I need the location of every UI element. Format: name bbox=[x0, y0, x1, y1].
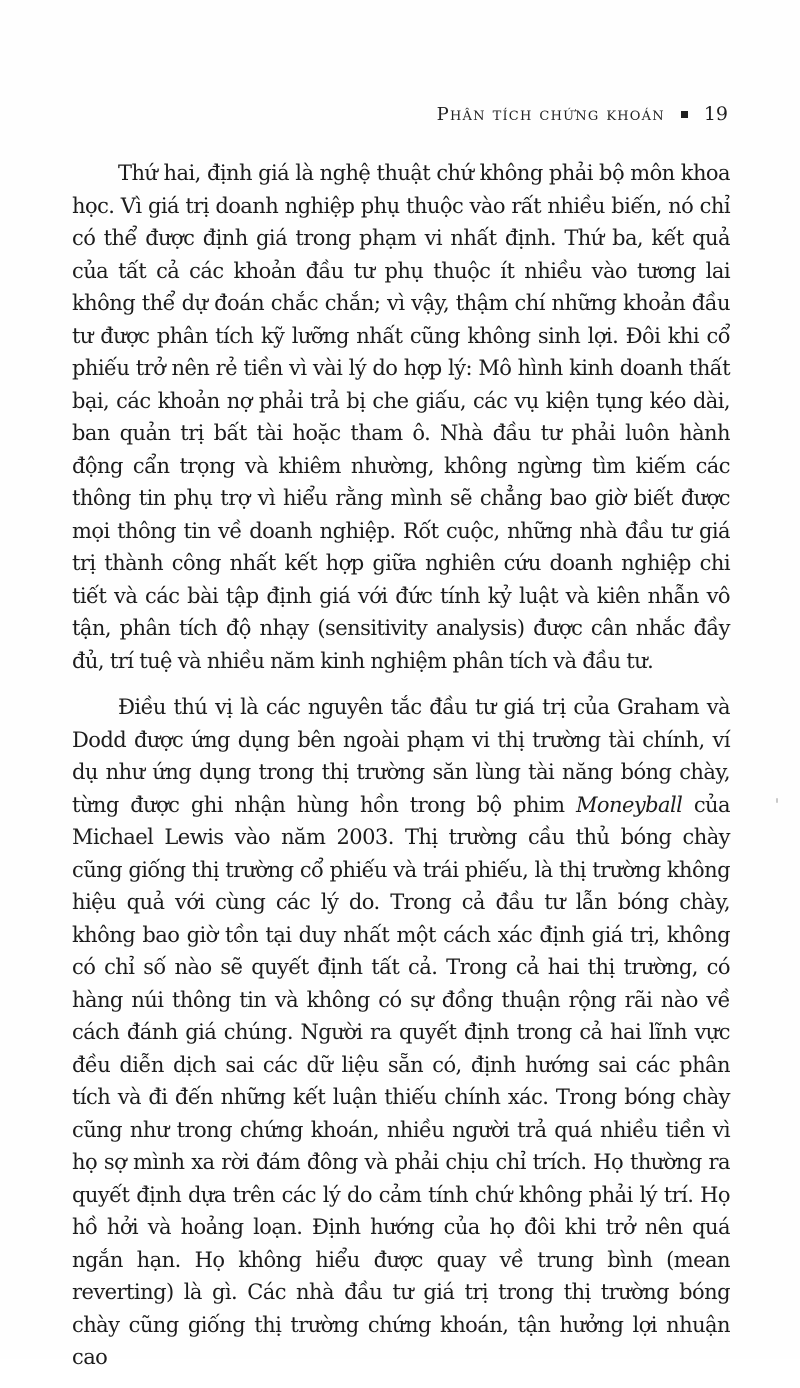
separator-square-icon bbox=[681, 111, 688, 118]
body-text bbox=[72, 157, 730, 1388]
paragraph-2 bbox=[72, 691, 730, 1374]
paragraph-1-text: Thứ hai, định giá là nghệ thuật chứ không phải bộ môn khoa học. Vì giá trị doanh nghiệp phụ thuộc vào rất nhiều biến, nó chỉ có thể được định giá trong phạm vi nhất định. Thứ ba, kết quả của tất cả các khoản đầu tư phụ thuộc ít nhiều vào tương lai không thể dự đoán chắc chắn; vì vậy, thậm chí những khoản đầu tư được phân tích kỹ lưỡng nhất cũng không sinh lợi. Đôi khi cổ phiếu trở nên rẻ tiền vì vài lý do hợp lý: Mô hình kinh doanh thất bại, các khoản nợ phải trả bị che giấu, các vụ kiện tụng kéo dài, ban quản trị bất tài hoặc tham ô. Nhà đầu tư phải luôn hành động cẩn trọng và khiêm nhường, không ngừng tìm kiếm các thông tin phụ trợ vì hiểu rằng mình sẽ chẳng bao giờ biết được mọi thông tin về doanh nghiệp. Rốt cuộc, những nhà đầu tư giá trị thành công nhất kết hợp giữa nghiên cứu doanh nghiệp chi tiết và các bài tập định giá với đức tính kỷ luật và kiên nhẫn vô tận, phân tích độ nhạy (sensitivity analysis) được cân nhắc đầy đủ, trí tuệ và nhiều năm kinh nghiệm phân tích và đầu tư. bbox=[72, 161, 730, 673]
page-number: 19 bbox=[703, 103, 728, 125]
paragraph-2-text-start: Điều thú vị là các nguyên tắc đầu tư giá trị của Graham và Dodd được ứng dụng bên ngoài phạm vi thị trường tài chính, ví dụ như ứng dụng trong thị trường săn lùng tài năng bóng chày, từng được ghi nhận hùng hồn trong bộ phim bbox=[72, 695, 730, 817]
section-title: Phân tích chứng khoán bbox=[436, 103, 665, 125]
film-title: Moneyball bbox=[575, 792, 683, 817]
paragraph-1 bbox=[72, 157, 730, 677]
scan-speck bbox=[776, 798, 778, 803]
running-head bbox=[437, 103, 728, 125]
paragraph-2-text-end: của Michael Lewis vào năm 2003. Thị trường cầu thủ bóng chày cũng giống thị trường cổ phiếu và trái phiếu, là thị trường không hiệu quả với cùng các lý do. Trong cả đầu tư lẫn bóng chày, không bao giờ tồn tại duy nhất một cách xác định giá trị, không có chỉ số nào sẽ quyết định tất cả. Trong cả hai thị trường, có hàng núi thông tin và không có sự đồng thuận rộng rãi nào về cách đánh giá chúng. Người ra quyết định trong cả hai lĩnh vực đều diễn dịch sai các dữ liệu sẵn có, định hướng sai các phân tích và đi đến những kết luận thiếu chính xác. Trong bóng chày cũng như trong chứng khoán, nhiều người trả quá nhiều tiền vì họ sợ mình xa rời đám đông và phải chịu chỉ trích. Họ thường ra quyết định dựa trên các lý do cảm tính chứ không phải lý trí. Họ hồ hởi và hoảng loạn. Định hướng của họ đôi khi trở nên quá ngắn hạn. Họ không hiểu được quay về trung bình (mean reverting) là gì. Các nhà đầu tư giá trị trong thị trường bóng chày cũng giống thị trường chứng khoán, tận hưởng lợi nhuận cao bbox=[72, 792, 730, 1369]
